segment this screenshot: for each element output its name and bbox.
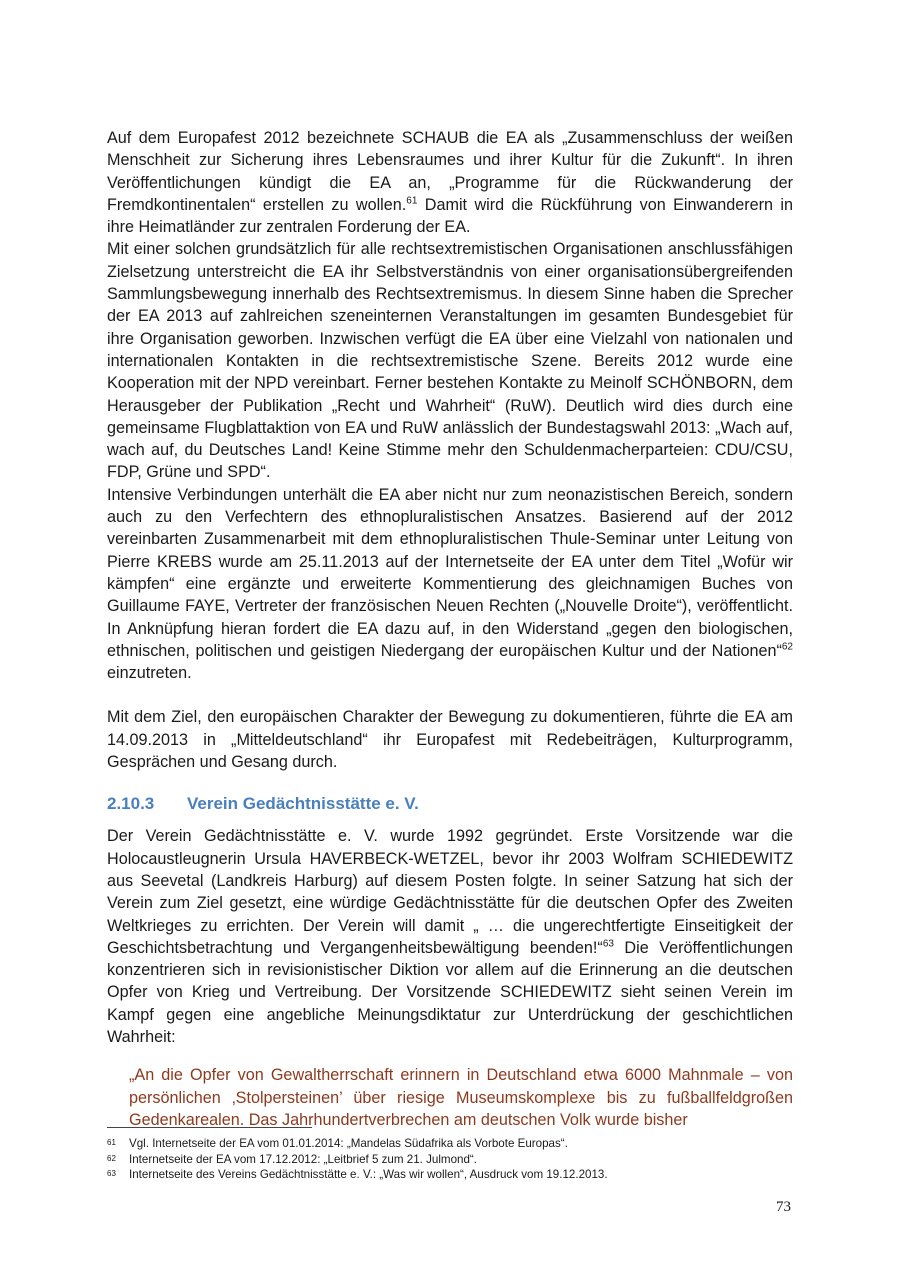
section-number: 2.10.3 xyxy=(107,794,155,814)
footnote-text: Vgl. Internetseite der EA vom 01.01.2014: „Mandelas Südafrika als Vorbote Europas“. xyxy=(129,1137,568,1150)
page-body xyxy=(107,127,793,1131)
section-heading xyxy=(107,793,793,815)
footnote-number: 62 xyxy=(107,1153,116,1163)
block-quote: „An die Opfer von Gewaltherrschaft erinnern in Deutschland etwa 6000 Mahnmale – von persönlichen ‚Stolpersteinen’ über riesige Museumskomplexe bis zu fußballfeldgroßen Gedenkarealen. Das Jahrhundertverbrechen am deutschen Volk wurde bisher xyxy=(129,1066,793,1129)
footnote-ref-62[interactable]: 62 xyxy=(781,641,793,653)
paragraph-text: Auf dem Europafest 2012 bezeichnete SCHAUB die EA als „Zusammenschluss der weißen Menschheit zur Sicherung ihres Lebensraumes und ihrer Kultur für die Zukunft“. In ihren Veröffentlichungen kündigt die EA an, „Programme für die Rückwanderung der Fremdkontinentalen“ erstellen zu wollen. xyxy=(107,129,793,214)
footnote-number: 61 xyxy=(107,1138,116,1147)
footnote-text: Internetseite des Vereins Gedächtnisstätte e. V.: „Was wir wollen“, Ausdruck vom 19.12.2013. xyxy=(129,1168,608,1181)
footnote-number: 63 xyxy=(107,1169,116,1178)
paragraph-ethnopluralismus xyxy=(107,484,793,685)
footnote-ref-61[interactable]: 61 xyxy=(406,195,418,207)
paragraph-sammlungsbewegung: Mit einer solchen grundsätzlich für alle rechtsextremistischen Organisationen anschlussfähigen Zielsetzung unterstreicht die EA ihr Selbstverständnis von einer organisationsübergreifenden Sammlungsbewegung innerhalb des Rechtsextremismus. In diesem Sinne haben die Sprecher der EA 2013 auf zahlreichen szeneinternen Veranstaltungen im gesamten Bundesgebiet für ihre Organisation geworben. Inzwischen verfügt die EA über eine Vielzahl von nationalen und internationalen Kontakten in die rechtsextremistische Szene. Bereits 2012 wurde eine Kooperation mit der NPD vereinbart. Ferner bestehen Kontakte zu Meinolf SCHÖNBORN, dem Herausgeber der Publikation „Recht und Wahrheit“ (RuW). Deutlich wird dies durch eine gemeinsame Flugblattaktion von EA und RuW anlässlich der Bundestagswahl 2013: „Wach auf, wach auf, du Deutsches Land! Keine Stimme mehr den Schuldenmacherparteien: CDU/CSU, FDP, Grüne und SPD“. xyxy=(107,240,793,482)
paragraph-text: Die Veröffentlichungen konzentrieren sich in revisionistischer Diktion vor allem auf die Erinnerung an die deutschen Opfer von Krieg und Vertreibung. Der Vorsitzende SCHIEDEWITZ sieht seinen Verein im Kampf gegen eine angebliche Meinungsdiktatur zur Unterdrückung der geschichtlichen Wahrheit: xyxy=(107,938,794,1046)
footnote-text: Internetseite der EA vom 17.12.2012: „Leitbrief 5 zum 21. Julmond“. xyxy=(129,1152,478,1166)
paragraph-europafest-2013: Mit dem Ziel, den europäischen Charakter der Bewegung zu dokumentieren, führte die EA am 14.09.2013 in „Mitteldeutschland“ ihr Europafest mit Redebeiträgen, Kulturprogramm, Gesprächen und Gesang durch. xyxy=(107,708,793,772)
paragraph-text: Damit wird die Rückführung von Einwanderern in ihre Heimatländer zur zentralen Forderung der EA. xyxy=(107,195,793,237)
footnote-ref-63[interactable]: 63 xyxy=(602,938,614,950)
footnote-item xyxy=(107,1152,793,1168)
footnotes xyxy=(107,1136,793,1183)
footnote-item xyxy=(107,1136,793,1152)
page-number: 73 xyxy=(776,1199,791,1215)
paragraph-europafest-2012 xyxy=(107,127,793,238)
paragraph-text: Intensive Verbindungen unterhält die EA aber nicht nur zum neonazistischen Bereich, sondern auch zu den Verfechtern des ethnopluralistischen Ansatzes. Basierend auf der 2012 vereinbarten Zusammenarbeit mit dem ethnopluralistischen Thule-Seminar unter Leitung von Pierre KREBS wurde am 25.11.2013 auf der Internetseite der EA unter dem Titel „Wofür wir kämpfen“ eine ergänzte und erweiterte Kommentierung des gleichnamigen Buches von Guillaume FAYE, Vertreter der französischen Neuen Rechten („Nouvelle Droite“), veröffentlicht. In Anknüpfung hieran fordert die EA dazu auf, in den Widerstand „gegen den biologischen, ethnischen, politischen und geistigen Niedergang der europäischen Kultur und der Nationen“ xyxy=(107,485,793,660)
paragraph-text: Der Verein Gedächtnisstätte e. V. wurde 1992 gegründet. Erste Vorsitzende war die Holocaustleugnerin Ursula HAVERBECK-WETZEL, bevor ihr 2003 Wolfram SCHIEDEWITZ aus Seevetal (Landkreis Harburg) auf diesem Posten folgte. In seiner Satzung hat sich der Verein zum Ziel gesetzt, eine würdige Gedächtnisstätte für die deutschen Opfer des Zweiten Weltkrieges zu errichten. Der Verein will damit „ … die ungerechtfertigte Einseitigkeit der Geschichtsbetrachtung und Vergangenheitsbewältigung beenden!“ xyxy=(107,827,793,957)
section-title: Verein Gedächtnisstätte e. V. xyxy=(187,794,419,814)
footnote-divider xyxy=(107,1127,312,1128)
paragraph-text: einzutreten. xyxy=(107,664,192,683)
footnote-item xyxy=(107,1167,793,1183)
paragraph-gedaechtnisstaette xyxy=(107,825,793,1048)
